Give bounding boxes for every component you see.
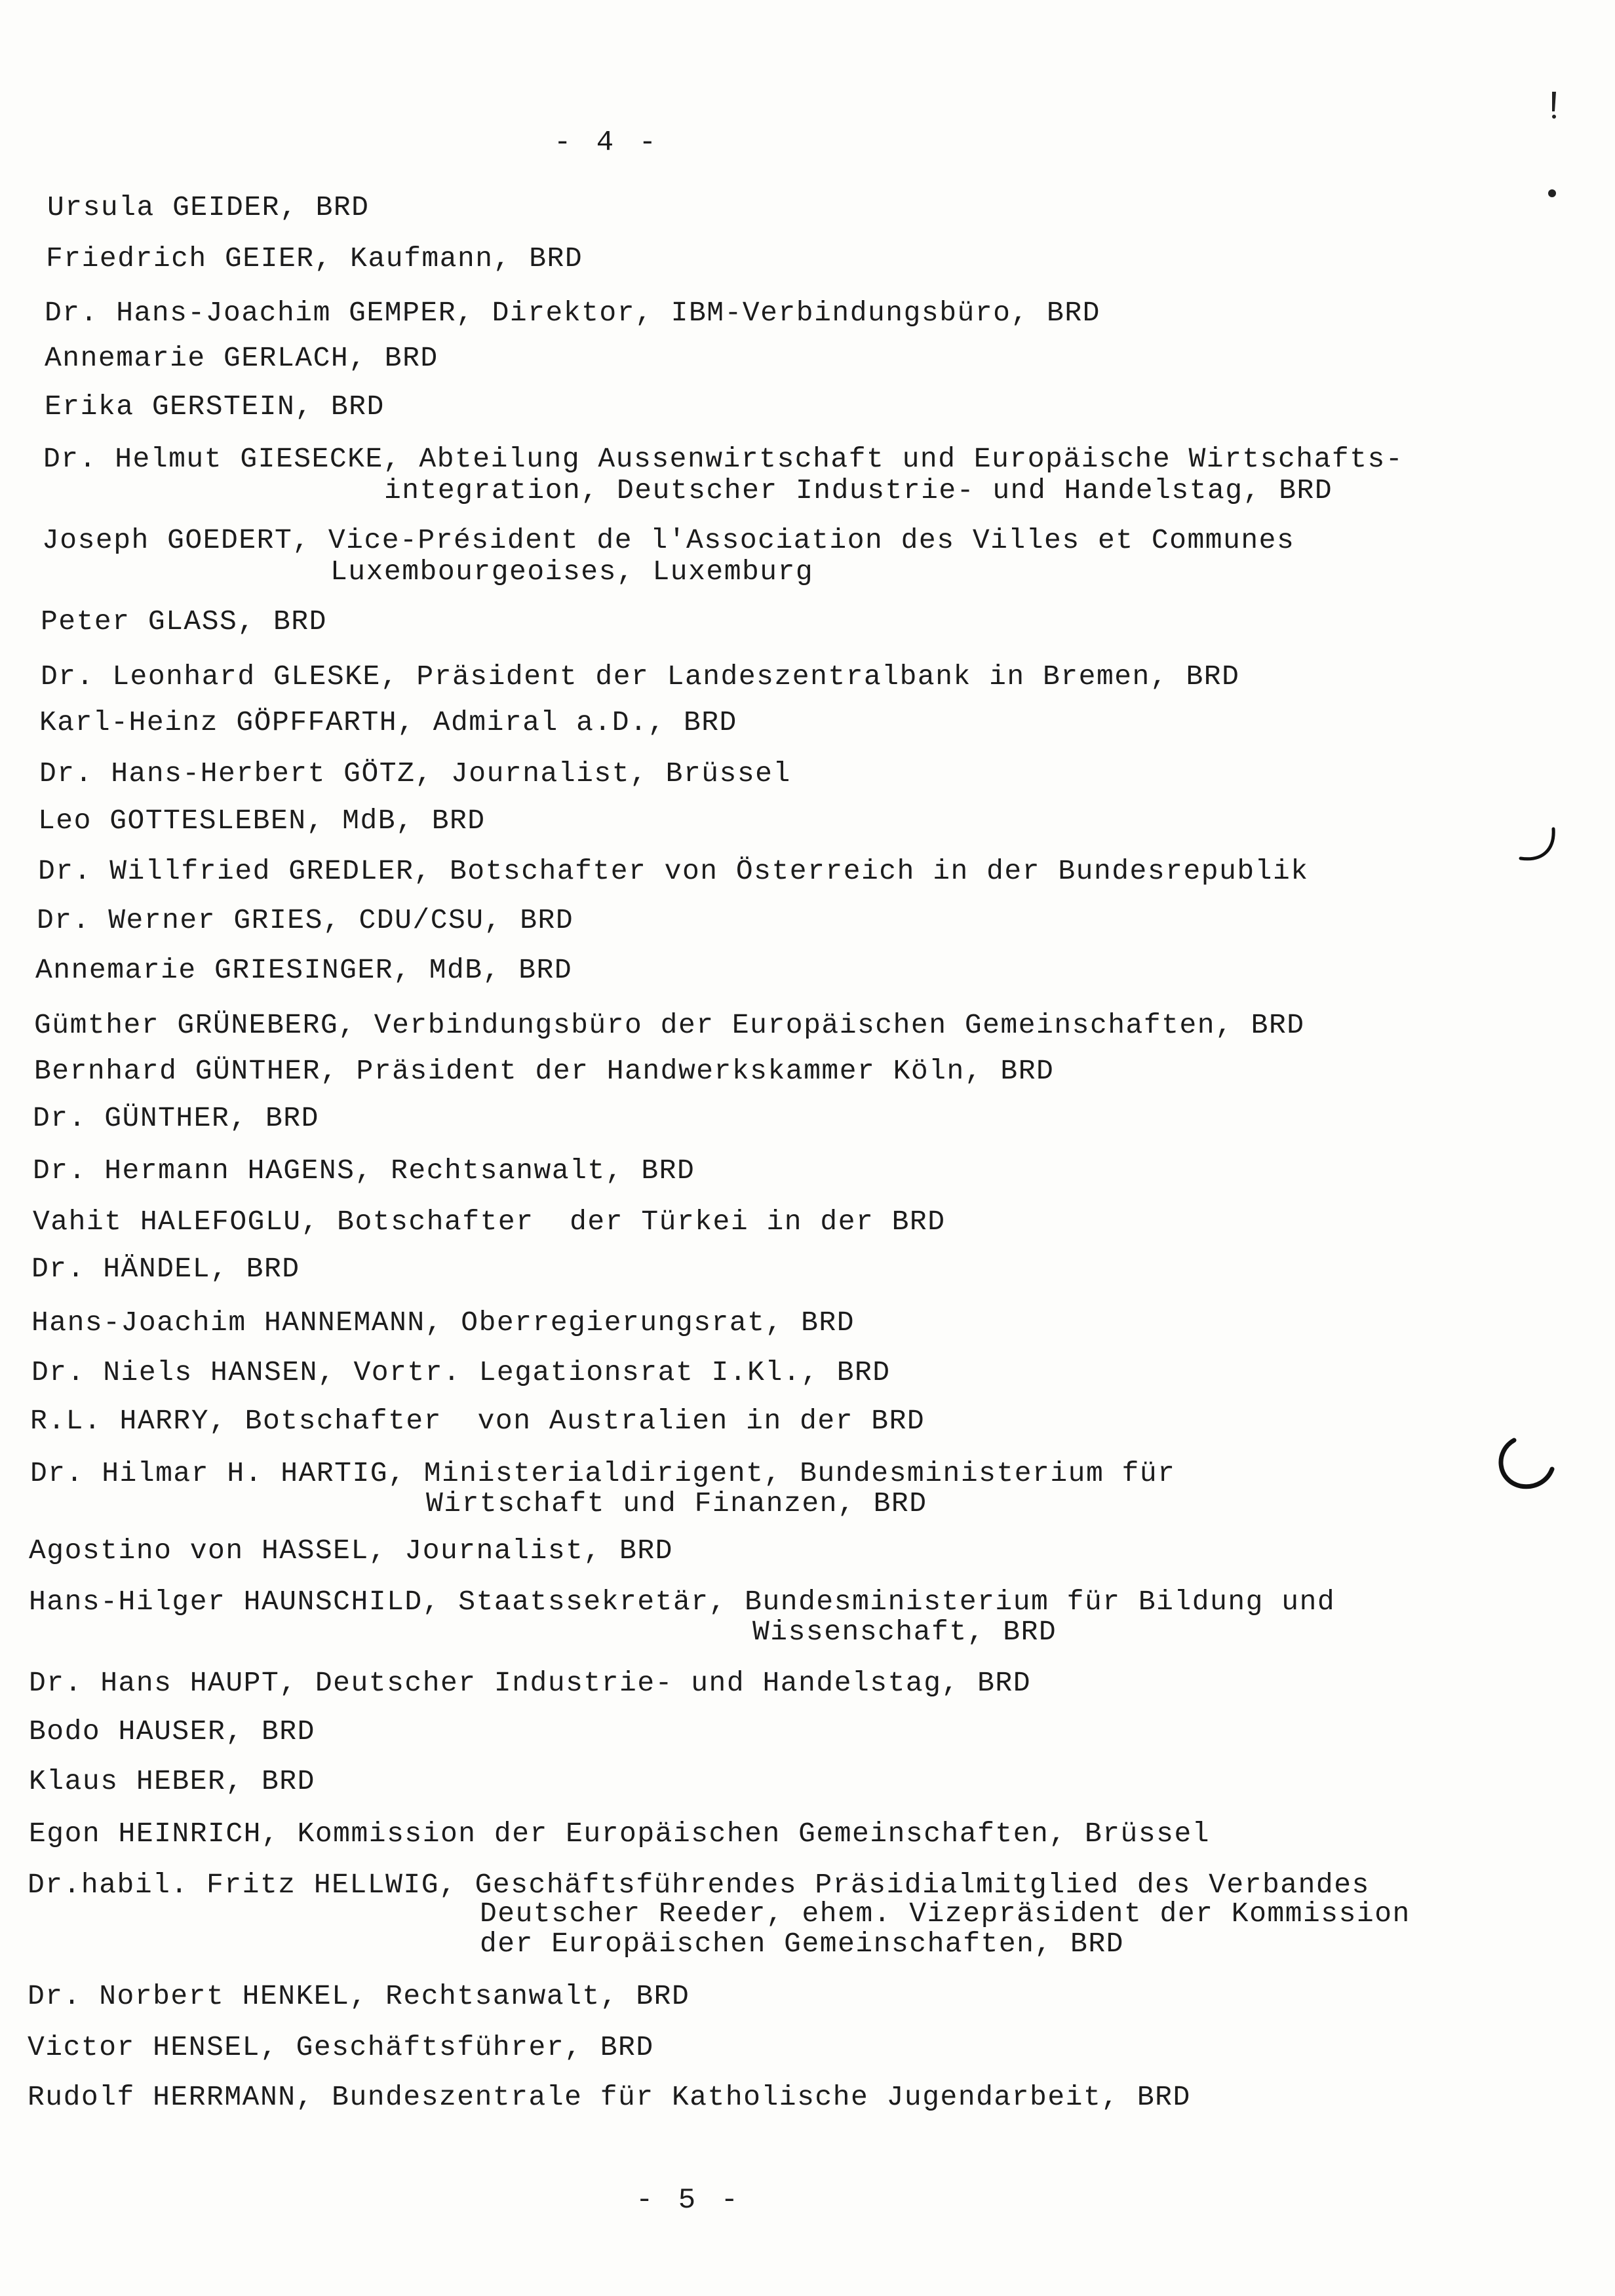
list-item — [43, 443, 1403, 507]
entry-continuation: integration, Deutscher Industrie- und Handelstag, BRD — [384, 474, 1333, 507]
entry-line: Dr. Hans-Herbert GÖTZ, Journalist, Brüssel — [39, 757, 791, 790]
list-item — [29, 1715, 315, 1748]
list-item — [41, 605, 327, 638]
list-item — [28, 2031, 654, 2064]
entry-line: Ursula GEIDER, BRD — [47, 191, 370, 223]
entry-continuation: Luxembourgeoises, Luxemburg — [330, 556, 814, 588]
entry-continuation: Wissenschaft, BRD — [752, 1616, 1057, 1648]
list-item — [28, 2081, 1191, 2114]
list-item — [34, 1009, 1305, 1042]
entry-line: Hans-Joachim HANNEMANN, Oberregierungsrat, BRD — [31, 1307, 855, 1339]
entry-line: Bernhard GÜNTHER, Präsident der Handwerkskammer Köln, BRD — [34, 1055, 1055, 1087]
entry-line: Klaus HEBER, BRD — [29, 1765, 315, 1797]
list-item — [33, 1155, 695, 1187]
list-item — [30, 1405, 925, 1438]
entry-line: Dr. Willfried GREDLER, Botschafter von Österreich in der Bundesrepublik — [38, 855, 1309, 887]
list-item — [45, 391, 385, 423]
entry-line: Victor HENSEL, Geschäftsführer, BRD — [28, 2031, 654, 2063]
entry-line: Dr. Niels HANSEN, Vortr. Legationsrat I.Kl., BRD — [31, 1356, 891, 1388]
entry-line: Dr. Werner GRIES, CDU/CSU, BRD — [37, 904, 574, 936]
entry-line: Agostino von HASSEL, Journalist, BRD — [29, 1535, 673, 1567]
entry-line: Annemarie GERLACH, BRD — [45, 342, 438, 374]
entry-line: Dr. Helmut GIESECKE, Abteilung Aussenwirtschaft und Europäische Wirtschafts- — [43, 443, 1404, 475]
entry-line: Dr. Hilmar H. HARTIG, Ministerialdirigent, Bundesministerium für — [30, 1457, 1176, 1489]
entry-line: Dr. GÜNTHER, BRD — [33, 1102, 319, 1134]
entry-line: Annemarie GRIESINGER, MdB, BRD — [35, 954, 573, 986]
hook-mark-icon — [1508, 822, 1560, 875]
entry-line: Erika GERSTEIN, BRD — [45, 391, 385, 423]
list-item — [45, 297, 1100, 330]
entry-line: Dr. Leonhard GLESKE, Präsident der Landeszentralbank in Bremen, BRD — [41, 660, 1240, 693]
list-item — [29, 1765, 315, 1798]
page-number-bottom: - 5 - — [636, 2184, 743, 2217]
list-item — [39, 757, 791, 790]
entry-line: Karl-Heinz GÖPFFARTH, Admiral a.D., BRD — [39, 706, 737, 738]
list-item — [47, 191, 369, 224]
list-item — [45, 342, 438, 375]
list-item — [29, 1667, 1031, 1700]
entry-line: Dr. Hans HAUPT, Deutscher Industrie- und Handelstag, BRD — [29, 1667, 1032, 1699]
list-item — [29, 1586, 1335, 1649]
list-item — [37, 904, 574, 937]
entry-continuation: der Europäischen Gemeinschaften, BRD — [480, 1928, 1124, 1960]
list-item — [33, 1102, 319, 1135]
entry-line: Gümther GRÜNEBERG, Verbindungsbüro der Europäischen Gemeinschaften, BRD — [34, 1009, 1305, 1041]
entry-continuation: Wirtschaft und Finanzen, BRD — [426, 1487, 927, 1520]
list-item — [38, 805, 486, 837]
list-item — [39, 706, 737, 739]
entry-line: Peter GLASS, BRD — [41, 605, 327, 638]
list-item — [30, 1457, 1175, 1520]
list-item — [29, 1818, 1210, 1850]
entry-line: Dr. Hans-Joachim GEMPER, Direktor, IBM-Verbindungsbüro, BRD — [45, 297, 1100, 329]
entry-line: Dr.habil. Fritz HELLWIG, Geschäftsführendes Präsidialmitglied des Verbandes — [28, 1869, 1370, 1901]
list-item — [31, 1253, 300, 1286]
list-item — [38, 855, 1309, 888]
list-item — [35, 954, 572, 987]
list-item — [31, 1307, 855, 1339]
entry-line: R.L. HARRY, Botschafter von Australien in der BRD — [30, 1405, 925, 1437]
arc-mark-icon — [1488, 1428, 1560, 1501]
entry-line: Dr. HÄNDEL, BRD — [31, 1253, 300, 1285]
entry-line: Dr. Hermann HAGENS, Rechtsanwalt, BRD — [33, 1155, 695, 1187]
list-item — [34, 1055, 1054, 1088]
margin-dots-icon — [1534, 85, 1573, 203]
entry-line: Rudolf HERRMANN, Bundeszentrale für Katholische Jugendarbeit, BRD — [28, 2081, 1191, 2113]
list-item — [33, 1206, 946, 1238]
entry-continuation: Deutscher Reeder, ehem. Vizepräsident der Kommission — [480, 1898, 1411, 1930]
entry-line: Bodo HAUSER, BRD — [29, 1715, 315, 1748]
list-item — [29, 1535, 673, 1567]
list-item — [41, 660, 1239, 693]
entry-line: Leo GOTTESLEBEN, MdB, BRD — [38, 805, 486, 837]
entry-line: Vahit HALEFOGLU, Botschafter der Türkei in der BRD — [33, 1206, 946, 1238]
entry-line: Hans-Hilger HAUNSCHILD, Staatssekretär, Bundesministerium für Bildung und — [29, 1586, 1336, 1618]
list-item — [42, 524, 1294, 588]
list-item — [28, 1980, 690, 2013]
list-item — [28, 1869, 1411, 1961]
list-item — [31, 1356, 891, 1389]
entry-line: Egon HEINRICH, Kommission der Europäischen Gemeinschaften, Brüssel — [29, 1818, 1211, 1850]
page-number-top: - 4 - — [554, 126, 661, 159]
list-item — [46, 242, 583, 275]
entry-line: Friedrich GEIER, Kaufmann, BRD — [46, 242, 583, 275]
entry-line: Joseph GOEDERT, Vice-Président de l'Association des Villes et Communes — [42, 524, 1295, 556]
entry-line: Dr. Norbert HENKEL, Rechtsanwalt, BRD — [28, 1980, 690, 2012]
